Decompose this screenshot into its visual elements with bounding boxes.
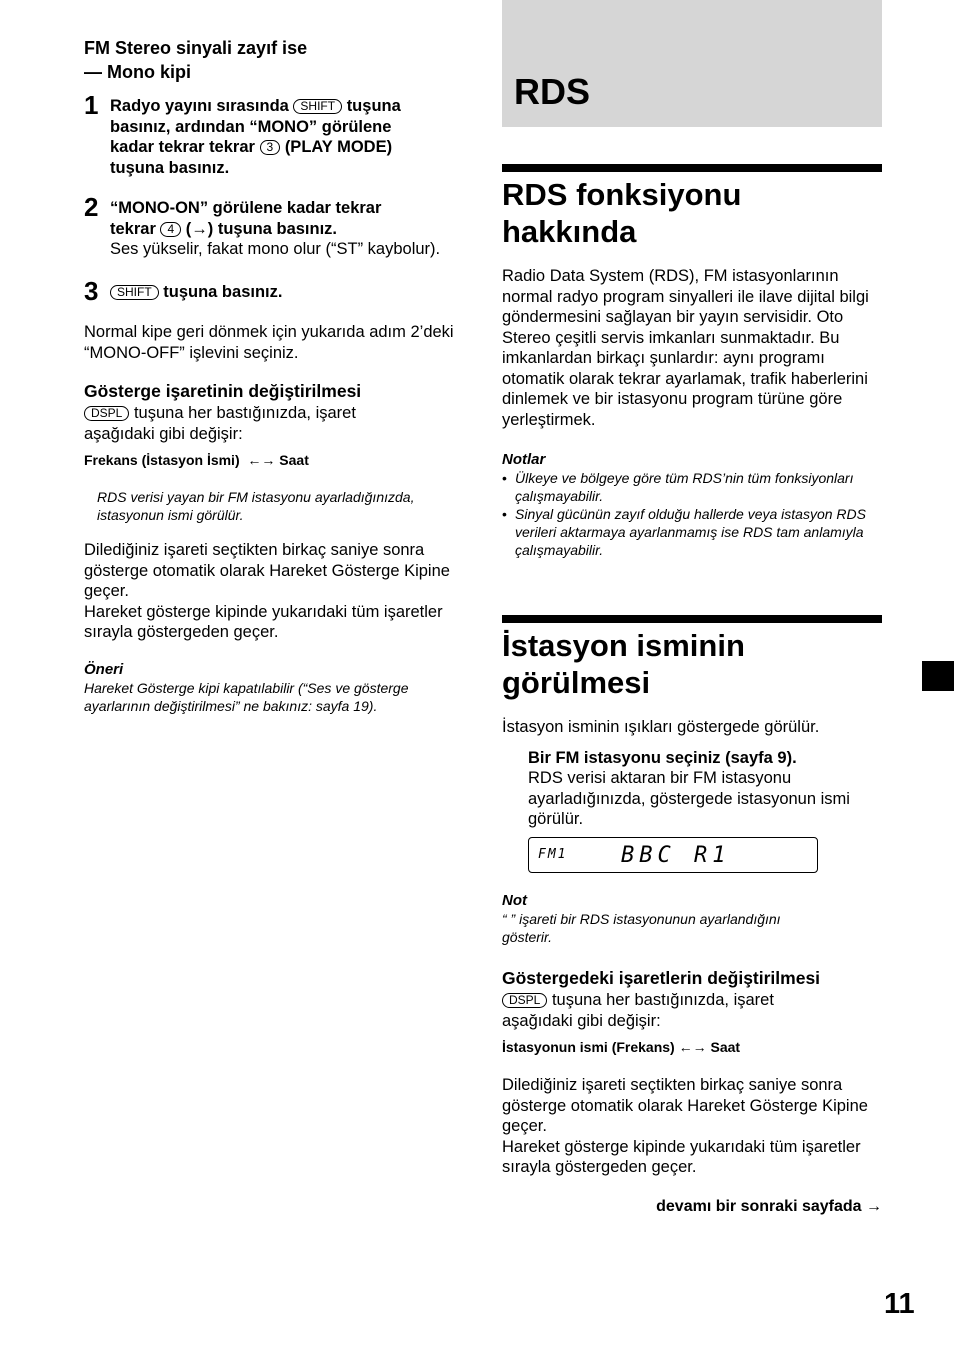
clock-label: Saat xyxy=(710,1039,741,1055)
tip-heading: Öneri xyxy=(84,660,124,678)
rds-function-section xyxy=(502,176,882,559)
dspl-key: DSPL xyxy=(84,406,129,421)
left-column xyxy=(84,36,464,715)
step-text: (PLAY MODE) xyxy=(284,138,393,156)
step-text: Ses yükselir, fakat mono olur (“ST” kaybolur). xyxy=(110,240,441,258)
paragraph: Dilediğiniz işareti seçtikten birkaç saniye sonra gösterge otomatik olarak Hareket Gösterge Kipine geçer. xyxy=(84,541,450,600)
double-arrow-icon: ←→ xyxy=(247,452,276,468)
step-text: Bir FM istasyonu seçiniz (sayfa 9). xyxy=(528,748,797,767)
continued-note: devamı bir sonraki sayfada → xyxy=(656,1197,882,1215)
fm-heading: FM Stereo sinyali zayıf ise xyxy=(84,38,308,58)
step-text: (→) tuşuna basınız. xyxy=(185,219,338,238)
dspl-text: tuşuna her bastığınızda, işaret xyxy=(133,404,356,422)
tip-text: Hareket Gösterge kipi kapatılabilir (“Ses ve gösterge ayarlarının değiştirilmesi” ne bakınız: sayfa 19). xyxy=(84,679,409,714)
dspl-text: aşağıdaki gibi değişir: xyxy=(502,1011,661,1030)
right-lower xyxy=(502,891,882,1216)
section-title: görülmesi xyxy=(502,665,651,700)
step-text: tuşuna xyxy=(346,97,401,115)
note-item: • Ülkeye ve bölgeye göre tüm RDS’nin tüm fonksiyonları çalışmayabilir. xyxy=(502,469,882,505)
step-number: 1 xyxy=(84,90,99,120)
station-label: İstasyonun ismi (Frekans) xyxy=(502,1039,675,1055)
step-number: 3 xyxy=(84,275,99,306)
fm-heading-sub: — Mono kipi xyxy=(84,62,191,82)
page-number: 11 xyxy=(884,1288,915,1320)
step-text: tuşuna basınız. xyxy=(110,158,230,177)
dspl-text: aşağıdaki gibi değişir: xyxy=(84,424,243,443)
step-text: tuşuna basınız. xyxy=(163,282,283,301)
rds-note xyxy=(84,488,464,524)
rds-header-band xyxy=(502,0,882,127)
section-title: hakkında xyxy=(502,214,637,249)
section-divider xyxy=(502,615,882,623)
section-body: Radio Data System (RDS), FM istasyonlarının normal radyo program sinyalleri ile ilave dijital bilgi göndermesini sağlayan bir yayın servisidir. Oto Stereo çeşitli servis imkanları sunmaktadır. Bu imkanlardan birkaçı şunlardır: aynı programı otomatik olarak tekrar ayarlamak, trafik haberlerini dinlemek ve bir istasyonu program türüne göre yerleştirmek. xyxy=(502,267,869,429)
dspl-line xyxy=(502,990,882,1011)
dspl-text: tuşuna her bastığınızda, işaret xyxy=(551,991,774,1009)
paragraph: Dilediğiniz işareti seçtikten birkaç saniye sonra gösterge otomatik olarak Hareket Gösterge Kipine geçer. xyxy=(502,1076,868,1135)
section-title: RDS fonksiyonu xyxy=(502,177,742,212)
step-text: tekrar xyxy=(110,219,156,238)
key-4: 4 xyxy=(160,222,181,237)
step-text: kadar tekrar tekrar xyxy=(110,138,255,156)
notes-heading: Notlar xyxy=(502,451,546,468)
paragraph: Hareket gösterge kipinde yukarıdaki tüm işaretler sırayla göstergeden geçer. xyxy=(502,1137,861,1176)
step-1 xyxy=(84,90,464,178)
step-3 xyxy=(84,275,464,306)
freq-sequence xyxy=(84,451,464,469)
shift-key: SHIFT xyxy=(293,99,342,114)
rds-note-line: istasyonun ismi görülür. xyxy=(97,507,244,523)
section-intro: İstasyon isminin ışıkları göstergede görülür. xyxy=(502,718,820,736)
step-text: RDS verisi aktaran bir FM istasyonu ayarladığınızda, göstergede istasyonun ismi görülür. xyxy=(528,769,850,828)
step-number: 2 xyxy=(84,192,99,222)
section-tab-marker xyxy=(922,661,954,691)
key-3: 3 xyxy=(260,140,281,155)
note-item: • Sinyal gücünün zayıf olduğu hallerde veya istasyon RDS verileri aktarmaya ayarlanmamış ise RDS tam anlamıyla çalışmayabilir. xyxy=(502,505,882,559)
clock-label: Saat xyxy=(279,452,309,468)
step-2 xyxy=(84,192,464,260)
display-heading: Göstergedeki işaretlerin değiştirilmesi xyxy=(502,968,821,988)
display-heading: Gösterge işaretinin değiştirilmesi xyxy=(84,381,362,401)
station-step xyxy=(502,748,882,830)
step-text: Radyo yayını sırasında xyxy=(110,97,289,115)
shift-key: SHIFT xyxy=(110,285,159,300)
paragraph: Hareket gösterge kipinde yukarıdaki tüm işaretler sırayla göstergeden geçer. xyxy=(84,602,443,641)
step-text: “MONO-ON” görülene kadar tekrar xyxy=(110,199,382,217)
step-text: basınız, ardından “MONO” görülene xyxy=(110,117,392,136)
station-sequence xyxy=(502,1038,882,1056)
rds-note-line: RDS verisi yayan bir FM istasyonu ayarladığınızda, xyxy=(97,489,415,505)
freq-label: Frekans (İstasyon İsmi) xyxy=(84,452,240,468)
note-line: gösterir. xyxy=(502,929,553,945)
double-arrow-icon: ←→ xyxy=(678,1039,707,1055)
chapter-title: RDS xyxy=(514,71,591,112)
dspl-key: DSPL xyxy=(502,993,547,1008)
section-title: İstasyon isminin xyxy=(502,628,745,663)
note-heading: Not xyxy=(502,892,527,909)
lcd-band-text: FM1 xyxy=(538,847,568,862)
lcd-station-text: BBC R1 xyxy=(621,843,731,868)
lcd-display xyxy=(528,837,818,873)
station-name-section xyxy=(502,627,882,830)
section-divider xyxy=(502,164,882,172)
normal-mode-text: Normal kipe geri dönmek için yukarıda adım 2’deki “MONO-OFF” işlevini seçiniz. xyxy=(84,323,454,362)
dspl-line xyxy=(84,403,464,424)
note-line: “ ” işareti bir RDS istasyonunun ayarlandığını xyxy=(502,911,781,927)
